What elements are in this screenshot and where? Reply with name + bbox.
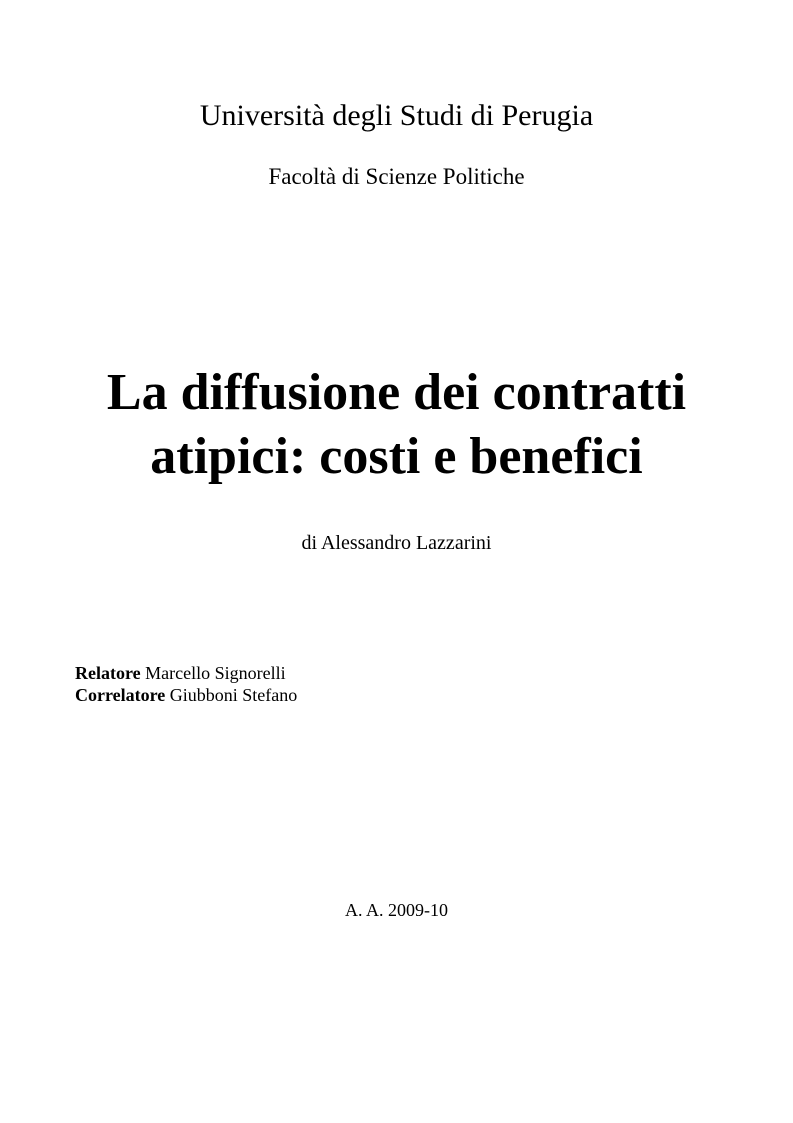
faculty-name: Facoltà di Scienze Politiche	[268, 164, 525, 189]
author-line: di Alessandro Lazzarini	[301, 532, 492, 554]
correlatore-name: Giubboni Stefano	[169, 685, 298, 705]
thesis-title	[0, 361, 793, 489]
relatore-line	[75, 662, 297, 684]
relatore-label: Relatore	[75, 663, 141, 683]
university-name: Università degli Studi di Perugia	[199, 99, 594, 132]
thesis-title-line-2: atipici: costi e benefici	[150, 428, 643, 485]
academic-year: A. A. 2009-10	[345, 900, 448, 920]
relatore-name: Marcello Signorelli	[145, 663, 286, 683]
correlatore-line	[75, 684, 297, 706]
correlatore-label: Correlatore	[75, 685, 166, 705]
thesis-title-line-1: La diffusione dei contratti	[106, 364, 687, 421]
supervisors-block	[75, 662, 297, 706]
